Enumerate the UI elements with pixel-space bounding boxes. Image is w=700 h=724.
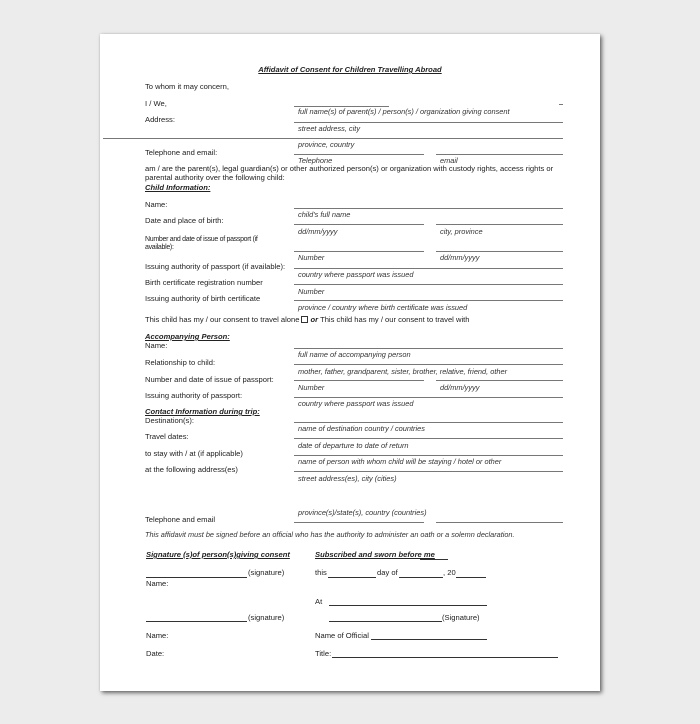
- i-we-label: I / We,: [145, 99, 167, 108]
- telephone-line[interactable]: [294, 154, 424, 155]
- child-name-label: Name:: [145, 200, 168, 209]
- destination-label: Destination(s):: [145, 416, 194, 425]
- salutation: To whom it may concern,: [145, 82, 229, 91]
- official-title-line[interactable]: [332, 657, 558, 658]
- accompanying-passport-date-hint: dd/mm/yyyy: [440, 383, 480, 392]
- travel-dates-hint: date of departure to date of return: [298, 441, 409, 450]
- email-line[interactable]: [436, 154, 563, 155]
- telephone-hint: Telephone: [298, 156, 333, 165]
- year-line[interactable]: [456, 577, 486, 578]
- consent-statement: [145, 316, 469, 324]
- accompanying-passport-number-hint: Number: [298, 383, 325, 392]
- child-information-heading: Child Information:: [145, 183, 211, 192]
- official-signature-label: (Signature): [442, 613, 480, 622]
- trip-email-line[interactable]: [436, 522, 563, 523]
- birth-cert-line[interactable]: [294, 284, 563, 285]
- child-passport-authority-line[interactable]: [294, 268, 563, 269]
- consent-signature-label-1: (signature): [248, 568, 285, 577]
- consent-signature-line-2[interactable]: [146, 621, 247, 622]
- accompanying-person-heading: Accompanying Person:: [145, 332, 230, 341]
- child-passport-authority-label: Issuing authority of passport (if available):: [145, 262, 286, 271]
- stay-address-line[interactable]: [294, 471, 563, 472]
- document-page: [100, 34, 600, 691]
- dob-line[interactable]: [294, 224, 424, 225]
- official-name-label: Name of Official: [315, 631, 369, 640]
- telephone-email-label: Telephone and email:: [145, 148, 218, 157]
- dob-hint: dd/mm/yyyy: [298, 227, 338, 236]
- travel-dates-label: Travel dates:: [145, 432, 189, 441]
- consent-alone-text: This child has my / our consent to travel alone: [145, 315, 300, 324]
- year-label: , 20: [443, 568, 456, 577]
- accompanying-name-hint: full name of accompanying person: [298, 350, 411, 359]
- travel-dates-line[interactable]: [294, 438, 563, 439]
- subscribed-sworn-heading: Subscribed and sworn before me: [315, 550, 435, 559]
- signature-consent-heading: Signature (s)of person(s)giving consent: [146, 550, 290, 559]
- stay-address-label: at the following address(es): [145, 465, 238, 474]
- title-label: Title:: [315, 649, 332, 658]
- official-name-line[interactable]: [371, 639, 487, 640]
- this-label: this: [315, 568, 327, 577]
- relationship-line[interactable]: [294, 364, 563, 365]
- consent-signature-line-1[interactable]: [146, 577, 247, 578]
- travel-alone-checkbox[interactable]: [301, 316, 308, 323]
- document-title: Affidavit of Consent for Children Travelling Abroad: [258, 65, 442, 74]
- accompanying-name-line[interactable]: [294, 348, 563, 349]
- birth-cert-label: Birth certificate registration number: [145, 278, 263, 287]
- child-passport-label-2: available):: [145, 244, 174, 251]
- margin-mark: [559, 104, 563, 105]
- official-signature-line[interactable]: [329, 621, 442, 622]
- relationship-hint: mother, father, grandparent, sister, brother, relative, friend, other: [298, 367, 508, 376]
- stay-address-hint: street address(es), city (cities): [298, 474, 397, 483]
- child-passport-date-line[interactable]: [436, 251, 563, 252]
- dob-label: Date and place of birth:: [145, 216, 224, 225]
- birth-cert-authority-label: Issuing authority of birth certificate: [145, 294, 261, 303]
- accompanying-authority-label: Issuing authority of passport:: [145, 391, 243, 400]
- child-passport-date-hint: dd/mm/yyyy: [440, 253, 480, 262]
- sworn-heading-underline: [420, 559, 448, 560]
- statement-line-2: parental authority over the following child:: [145, 173, 285, 182]
- child-passport-number-line[interactable]: [294, 251, 424, 252]
- consent-or-text: or: [310, 315, 319, 324]
- accompanying-authority-line[interactable]: [294, 397, 563, 398]
- accompanying-name-label: Name:: [145, 341, 168, 350]
- child-passport-authority-hint: country where passport was issued: [298, 270, 414, 279]
- consent-name-label-2: Name:: [146, 631, 169, 640]
- accompanying-passport-label: Number and date of issue of passport:: [145, 375, 274, 384]
- accompanying-passport-number-line[interactable]: [294, 380, 424, 381]
- statement-line-1: am / are the parent(s), legal guardian(s) or other authorized person(s) or organization with custody rights, access rights or: [145, 164, 554, 173]
- birthplace-line[interactable]: [436, 224, 563, 225]
- child-passport-number-hint: Number: [298, 253, 325, 262]
- day-of-label: day of: [377, 568, 398, 577]
- birth-cert-authority-line[interactable]: [294, 300, 563, 301]
- month-line[interactable]: [399, 577, 443, 578]
- destination-hint: name of destination country / countries: [298, 424, 425, 433]
- consent-name-label-1: Name:: [146, 579, 169, 588]
- email-hint: email: [440, 156, 458, 165]
- child-passport-label-1: Number and date of issue of passport (if: [145, 236, 258, 243]
- accompanying-authority-hint: country where passport was issued: [298, 399, 414, 408]
- parent-name-line[interactable]: [294, 122, 563, 123]
- at-location-line[interactable]: [329, 605, 487, 606]
- consent-signature-label-2: (signature): [248, 613, 285, 622]
- child-name-line[interactable]: [294, 208, 563, 209]
- province-hint: province, country: [298, 140, 355, 149]
- birth-cert-hint: Number: [298, 287, 325, 296]
- parent-name-hint: full name(s) of parent(s) / person(s) / organization giving consent: [298, 107, 510, 116]
- birthplace-hint: city, province: [440, 227, 483, 236]
- child-name-hint: child's full name: [298, 210, 351, 219]
- stay-with-hint: name of person with whom child will be staying / hotel or other: [298, 457, 502, 466]
- street-hint: street address, city: [298, 124, 361, 133]
- accompanying-passport-date-line[interactable]: [436, 380, 563, 381]
- stay-province-hint: province(s)/state(s), country (countries): [298, 508, 427, 517]
- notice-text: This affidavit must be signed before an official who has the authority to administer an oath or a solemn declaration.: [145, 530, 515, 539]
- stay-with-label: to stay with / at (if applicable): [145, 449, 243, 458]
- day-line[interactable]: [328, 577, 376, 578]
- birth-cert-authority-hint: province / country where birth certificate was issued: [298, 303, 468, 312]
- destination-line[interactable]: [294, 422, 563, 423]
- relationship-label: Relationship to child:: [145, 358, 216, 367]
- consent-with-text: This child has my / our consent to travel with: [320, 315, 470, 324]
- street-line[interactable]: [103, 138, 563, 139]
- address-label: Address:: [145, 115, 175, 124]
- date-label: Date:: [146, 649, 165, 658]
- stay-with-line[interactable]: [294, 455, 563, 456]
- trip-telephone-line[interactable]: [294, 522, 424, 523]
- at-label: At: [315, 597, 323, 606]
- contact-information-heading: Contact Information during trip:: [145, 407, 260, 416]
- trip-telephone-email-label: Telephone and email: [145, 515, 216, 524]
